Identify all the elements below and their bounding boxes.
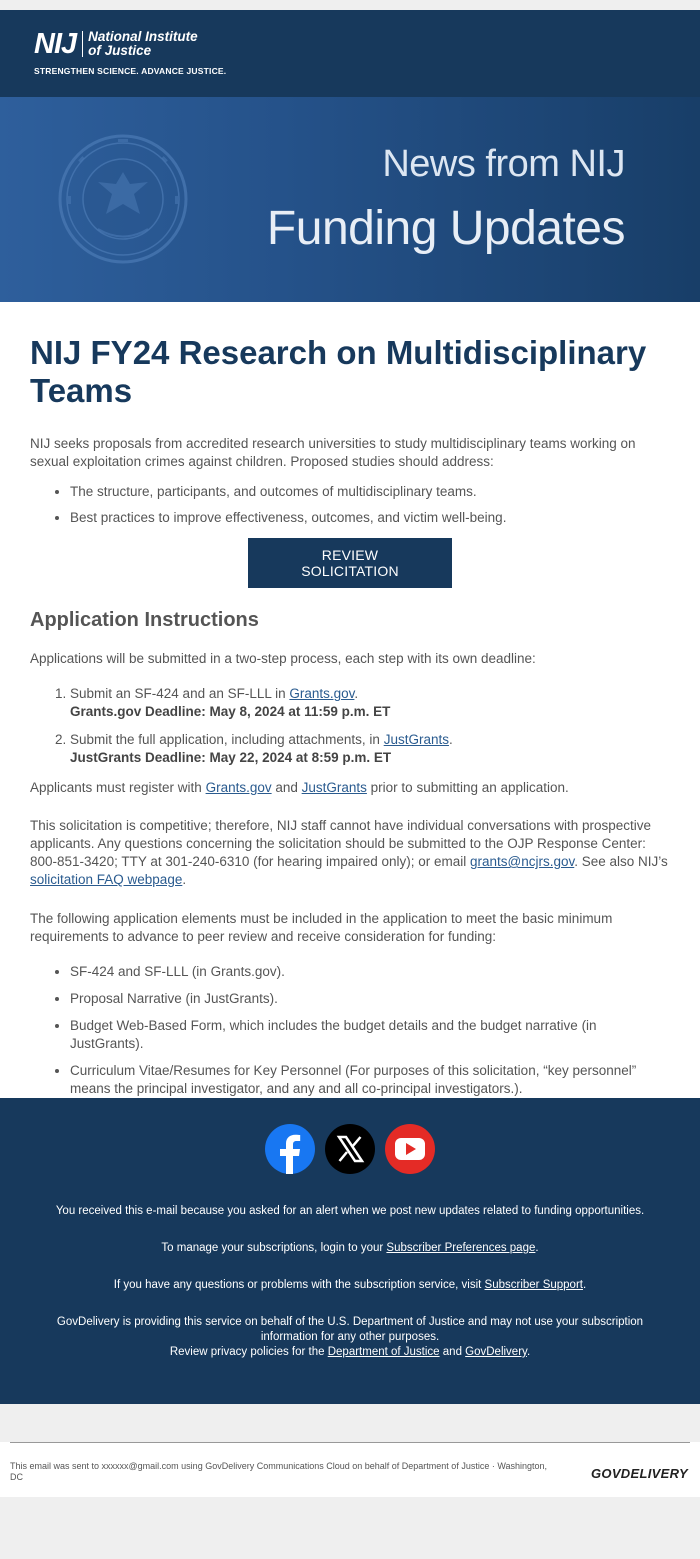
list-item: • SF-424 and SF-LLL (in Grants.gov). [70,963,670,981]
review-solicitation-button[interactable]: REVIEW SOLICITATION [248,538,452,588]
list-item: • The structure, participants, and outcomes of multidisciplinary teams. [70,483,670,501]
govdelivery-privacy-link[interactable]: GovDelivery [465,1346,527,1358]
step-item [70,731,670,767]
step1-text: Submit an SF-424 and an SF-LLL in [70,686,290,701]
privacy-pre: Review privacy policies for the [169,1346,328,1358]
logo-divider [82,31,83,57]
manage-end: . [535,1242,539,1254]
list-item: • Budget Web-Based Form, which includes the budget details and the budget narrative (in JustGrants). [70,1017,670,1053]
page-title: NIJ FY24 Research on Multidisciplinary Teams [30,334,647,409]
list-item: • Curriculum Vitae/Resumes for Key Personnel (For purposes of this solicitation, “key personnel” means the principal investigator, and any and all co-principal investigators.). [70,1062,670,1098]
register-justgrants-link[interactable]: JustGrants [301,780,367,795]
register-mid: and [271,780,302,795]
elements-intro: The following application elements must be included in the application to meet the basic minimum requirements to advance to peer review and receive consideration for funding: [30,911,613,944]
logo-name-line1: National Institute [88,29,198,44]
competitive-paragraph [30,817,670,889]
social-links [0,1124,700,1174]
address-list [30,483,670,527]
intro-paragraph: NIJ seeks proposals from accredited research universities to study multidisciplinary teams working on sexual exploitation crimes against children. Proposed studies should address: [30,436,636,469]
delivery-footer [0,1442,700,1497]
footer [0,1098,700,1404]
support-end: . [582,1279,587,1291]
required-elements-list [30,963,670,1098]
logo-name-line2: of Justice [88,43,152,58]
main-content [0,302,700,1098]
footer-govdelivery-text [30,1315,670,1360]
competitive-end: . [182,872,187,887]
doj-seal-icon [58,134,188,264]
govdelivery-logo[interactable]: GOVDELIVERY [591,1466,688,1481]
header [0,10,700,97]
solicitation-faq-link[interactable]: solicitation FAQ webpage [30,872,183,887]
youtube-icon[interactable] [385,1124,435,1174]
justgrants-deadline: JustGrants Deadline: May 22, 2024 at 8:59 p.m. ET [70,750,392,765]
register-pre: Applicants must register with [30,780,206,795]
grants-gov-link[interactable]: Grants.gov [289,686,355,701]
x-icon[interactable] [325,1124,375,1174]
support-pre: If you have any questions or problems with the subscription service, visit [113,1279,485,1291]
steps-list [30,685,670,767]
privacy-end: . [526,1346,531,1358]
list-item: • Proposal Narrative (in JustGrants). [70,990,670,1008]
step2-text: Submit the full application, including attachments, in [70,732,384,747]
subscriber-support-link[interactable]: Subscriber Support [484,1279,583,1291]
doj-privacy-link[interactable]: Department of Justice [327,1346,440,1358]
govdelivery-notice: GovDelivery is providing this service on behalf of the U.S. Department of Justice and may not use your subscription information for any other purposes. [56,1316,644,1343]
footer-support-text [30,1278,670,1293]
banner [0,97,700,302]
steps-intro: Applications will be submitted in a two-step process, each step with its own deadline: [30,651,536,666]
justgrants-link[interactable]: JustGrants [383,732,449,747]
register-grants-gov-link[interactable]: Grants.gov [205,780,272,795]
top-strip [0,0,700,10]
manage-pre: To manage your subscriptions, login to your [161,1242,387,1254]
register-paragraph [30,779,670,797]
step1-end: . [354,686,359,701]
grants-email-link[interactable]: grants@ncjrs.gov [470,854,575,869]
footer-gap [0,1404,700,1442]
competitive-text: This solicitation is competitive; therefore, NIJ staff cannot have individual conversations with prospective applicants. Any questions concerning the solicitation should be submitted to the OJP Response Center: 800-851-3420; TTY at 301-240-6310 (for hearing impaired only); or email [30,818,652,869]
facebook-icon[interactable] [265,1124,315,1174]
instructions-heading: Application Instructions [30,609,259,631]
privacy-mid: and [439,1346,466,1358]
logo-tagline: STRENGTHEN SCIENCE. ADVANCE JUSTICE. [34,66,227,76]
divider [10,1442,690,1443]
banner-title-line1: News from NIJ [382,143,625,185]
nij-logo[interactable] [34,29,226,76]
step2-end: . [448,732,453,747]
footer-manage-text [30,1241,670,1256]
step-item [70,685,670,721]
footer-alert-text: You received this e-mail because you asked for an alert when we post new updates related to funding opportunities. [55,1205,645,1217]
grants-gov-deadline: Grants.gov Deadline: May 8, 2024 at 11:59 p.m. ET [70,704,391,719]
logo-name [88,30,198,58]
list-item: • Best practices to improve effectiveness, outcomes, and victim well-being. [70,509,670,527]
logo-abbr: NIJ [34,28,77,60]
subscriber-preferences-link[interactable]: Subscriber Preferences page [386,1242,536,1254]
banner-title-line2: Funding Updates [266,202,625,255]
competitive-mid: . See also NIJ’s [574,854,668,869]
sent-to-text: This email was sent to xxxxxx@gmail.com using GovDelivery Communications Cloud on behalf of Department of Justice · Washington, DC [10,1461,548,1482]
register-post: prior to submitting an application. [366,780,569,795]
